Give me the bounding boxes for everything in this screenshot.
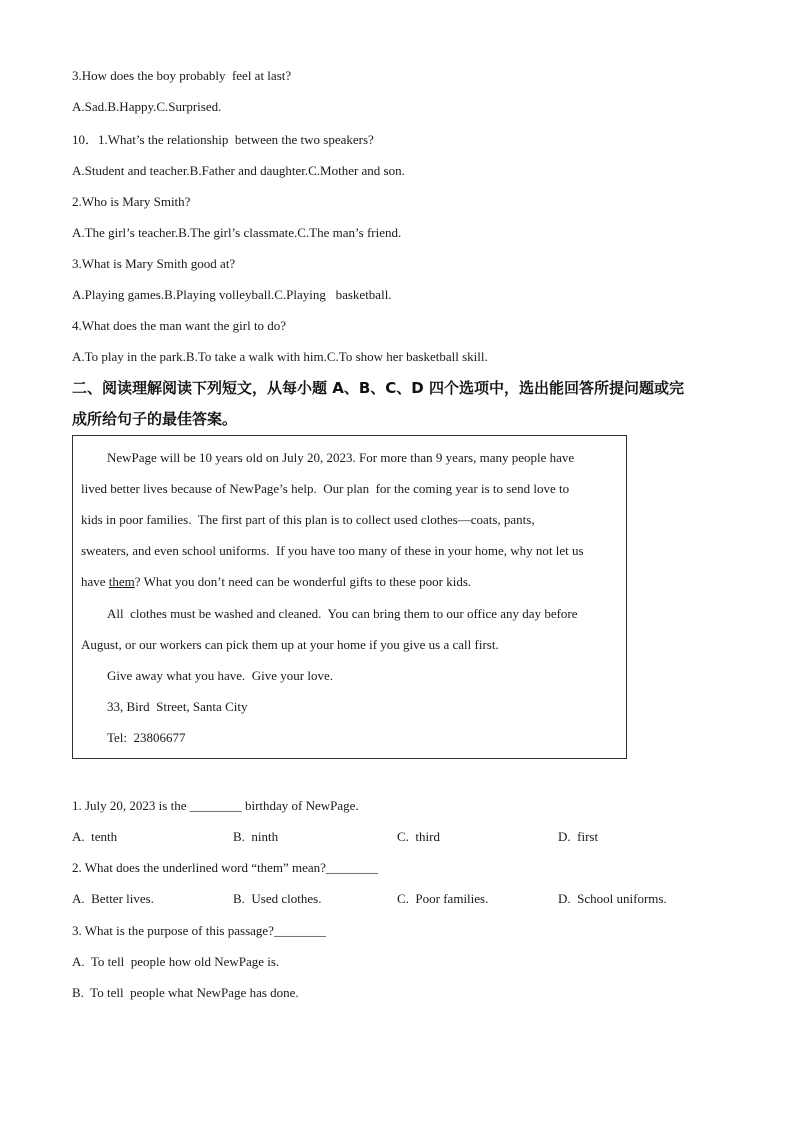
question-1-option-a: A. tenth: [72, 829, 118, 844]
passage-line: kids in poor families. The first part of this plan is to collect used clothes—coats, pants,: [81, 512, 535, 527]
question-10-4: 4.What does the man want the girl to do?: [72, 318, 287, 333]
question-1-option-b: B. ninth: [233, 829, 279, 844]
passage-line: sweaters, and even school uniforms. If you have too many of these in your home, why not let us: [81, 543, 584, 558]
question-1-option-d: D. first: [558, 829, 599, 844]
passage-text: ? What you don’t need can be wonderful gifts to these poor kids.: [134, 574, 472, 589]
passage-slogan: Give away what you have. Give your love.: [107, 668, 333, 683]
question-2-option-c: C. Poor families.: [397, 891, 489, 906]
reading-passage-box: [72, 435, 627, 759]
question-10-3: 3.What is Mary Smith good at?: [72, 256, 236, 271]
question-3-option-a: A. To tell people how old NewPage is.: [72, 954, 280, 969]
passage-tel: Tel: 23806677: [107, 730, 186, 745]
options-10-2: A.The girl’s teacher.B.The girl’s classmate.C.The man’s friend.: [72, 225, 402, 240]
section-heading-line-1: 二、阅读理解阅读下列短文，从每小题 A、B、C、D 四个选项中，选出能回答所提问题或完: [72, 379, 684, 397]
options-9-3: A.Sad.B.Happy.C.Surprised.: [72, 99, 222, 114]
question-2-option-b: B. Used clothes.: [233, 891, 322, 906]
passage-address: 33, Bird Street, Santa City: [107, 699, 248, 714]
section-heading-line-2: 成所给句子的最佳答案。: [72, 410, 238, 428]
passage-line: lived better lives because of NewPage’s help. Our plan for the coming year is to send love to: [81, 481, 570, 496]
passage-line: [81, 574, 471, 590]
options-10-4: A.To play in the park.B.To take a walk with him.C.To show her basketball skill.: [72, 349, 488, 364]
question-2-stem: 2. What does the underlined word “them” mean?________: [72, 860, 378, 875]
passage-line: NewPage will be 10 years old on July 20, 2023. For more than 9 years, many people have: [107, 450, 575, 465]
question-10-1: 10．1.What’s the relationship between the two speakers?: [72, 132, 374, 147]
question-3-stem: 3. What is the purpose of this passage?________: [72, 923, 326, 938]
question-3-option-b: B. To tell people what NewPage has done.: [72, 985, 299, 1000]
question-1-stem: 1. July 20, 2023 is the ________ birthday of NewPage.: [72, 798, 359, 813]
underlined-word-them: them: [108, 574, 135, 589]
question-10-2: 2.Who is Mary Smith?: [72, 194, 191, 209]
question-2-option-a: A. Better lives.: [72, 891, 154, 906]
question-1-option-c: C. third: [397, 829, 440, 844]
options-10-1: A.Student and teacher.B.Father and daughter.C.Mother and son.: [72, 163, 405, 178]
passage-line: All clothes must be washed and cleaned. You can bring them to our office any day before: [107, 606, 578, 621]
passage-text: have: [81, 574, 109, 589]
section-heading: [72, 373, 732, 435]
options-10-3: A.Playing games.B.Playing volleyball.C.Playing basketball.: [72, 287, 392, 302]
question-2-option-d: D. School uniforms.: [558, 891, 667, 906]
question-9-3: 3.How does the boy probably feel at last?: [72, 68, 292, 83]
passage-line: August, or our workers can pick them up at your home if you give us a call first.: [81, 637, 499, 652]
